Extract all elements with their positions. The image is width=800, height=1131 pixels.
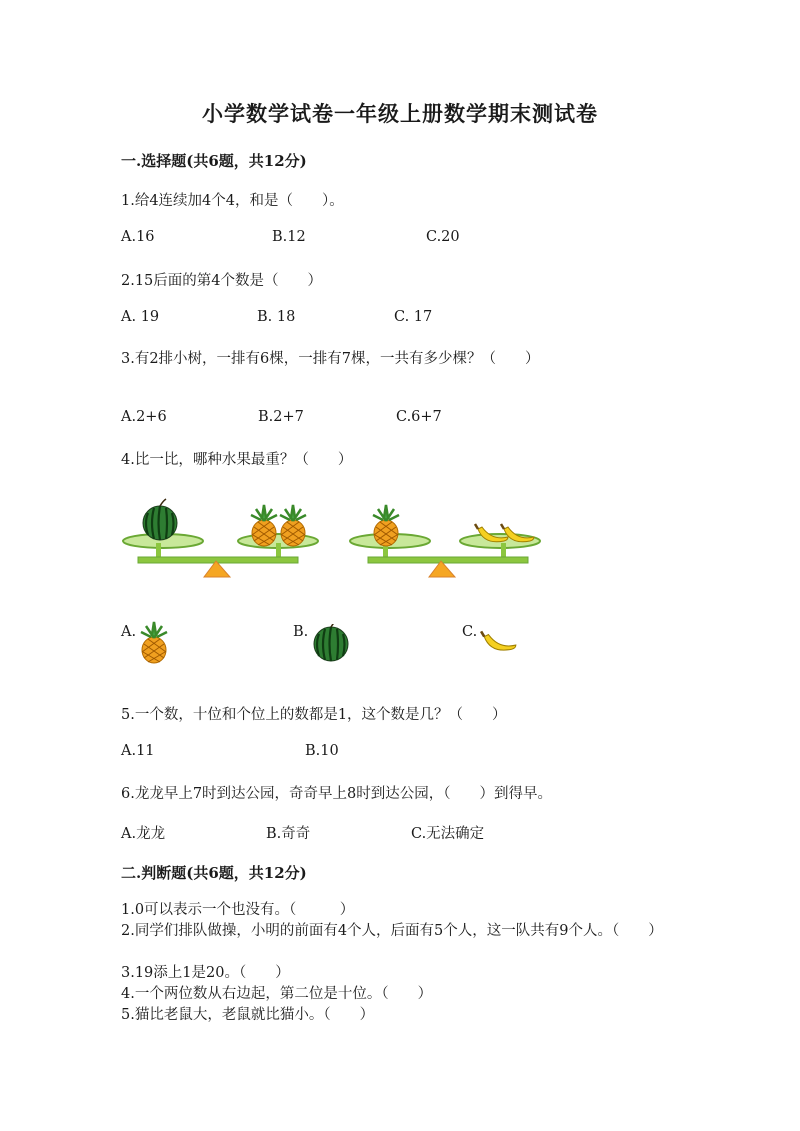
q3-option-b: B.2+7 <box>258 409 304 425</box>
question-6: 6.龙龙早上7时到达公园，奇奇早上8时到达公园，（ ）到得早。 <box>121 786 553 802</box>
page-title: 小学数学试卷一年级上册数学期末测试卷 <box>202 101 598 126</box>
q4-option-a: A. <box>121 624 137 640</box>
balance-scale-figure <box>118 495 548 585</box>
q5-option-b: B.10 <box>305 743 339 759</box>
pineapple-icon <box>136 620 172 664</box>
balance-scale-right <box>350 505 540 577</box>
question-4: 4.比一比，哪种水果最重？（ ） <box>121 452 353 468</box>
question-1: 1.给4连续加4个4，和是（ ）。 <box>121 193 344 209</box>
q1-option-b: B.12 <box>272 229 306 245</box>
judge-item-3: 3.19添上1是20。（ ） <box>121 965 290 981</box>
q5-option-a: A.11 <box>121 743 155 759</box>
q4-option-b: B. <box>293 624 309 640</box>
judge-item-4: 4.一个两位数从右边起，第二位是十位。（ ） <box>121 986 433 1002</box>
q2-option-b: B. 18 <box>257 309 296 325</box>
q3-option-c: C.6+7 <box>396 409 442 425</box>
judge-item-2: 2.同学们排队做操，小明的前面有4个人，后面有5个人，这一队共有9个人。（ ） <box>121 923 663 939</box>
judge-item-1: 1.0可以表示一个也没有。（ ） <box>121 902 355 918</box>
q2-option-c: C. 17 <box>394 309 433 325</box>
question-3: 3.有2排小树，一排有6棵，一排有7棵，一共有多少棵？（ ） <box>121 351 540 367</box>
q3-option-a: A.2+6 <box>121 409 167 425</box>
q6-option-a: A.龙龙 <box>121 826 166 842</box>
q1-option-c: C.20 <box>426 229 460 245</box>
question-5: 5.一个数，十位和个位上的数都是1，这个数是几？（ ） <box>121 707 507 723</box>
pineapple-icon <box>373 505 399 546</box>
balance-scale-left <box>123 499 318 577</box>
pineapple-icon <box>280 505 306 546</box>
q1-option-a: A.16 <box>121 229 155 245</box>
q2-option-a: A. 19 <box>121 309 160 325</box>
pineapple-icon <box>251 505 277 546</box>
banana-icon <box>479 628 519 660</box>
section-heading-judge: 二.判断题(共6题，共12分) <box>121 864 307 882</box>
judge-item-5: 5.猫比老鼠大，老鼠就比猫小。（ ） <box>121 1007 375 1023</box>
q6-option-c: C.无法确定 <box>411 826 485 842</box>
q6-option-b: B.奇奇 <box>266 826 311 842</box>
watermelon-icon <box>143 499 177 540</box>
watermelon-icon <box>311 624 351 664</box>
section-heading-choice: 一.选择题(共6题，共12分) <box>121 152 307 170</box>
question-2: 2.15后面的第4个数是（ ） <box>121 273 323 289</box>
q4-option-c: C. <box>462 624 478 640</box>
